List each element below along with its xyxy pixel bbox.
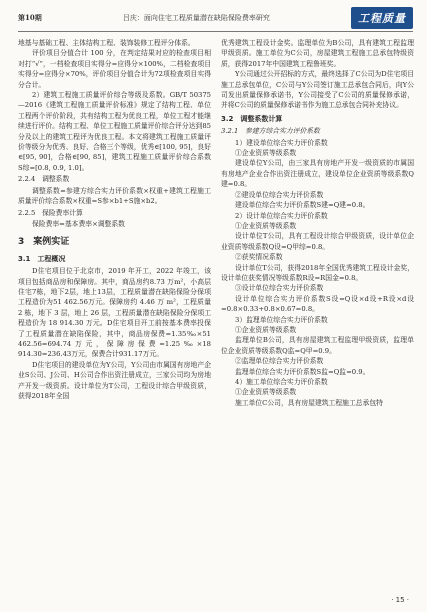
- paragraph: 设计单位T公司，获得2018年全国优秀建筑工程设计金奖，设计单位获奖情况等级系数R设=R国金=0.8。: [221, 263, 414, 282]
- right-column: [221, 38, 414, 408]
- paragraph: ③设计单位综合实力评价系数: [235, 284, 324, 293]
- journal-logo: 工程质量: [351, 7, 413, 29]
- header-rule: [18, 31, 413, 32]
- paragraph: 2）建筑工程施工质量评价综合等级及系数。GB/T 50375—2016《建筑工程施工质量评价标准》规定了结构工程、单位工程两个评价阶段，共有结构工程为优良工程，单位工程才能继续进行评价。结构工程、单位工程施工质量评价综合评分达到85分及以上的建筑工程评为优良工程。本文将建筑工程施工质量评价等级分为优秀、良好、合格三个等级，优秀∈[100, 95]，良好∈[95, 90]，合格∈[90, 85]，建筑工程施工质量评价综合系数 S综=[0.8, 0.9, 1.0]。: [18, 91, 211, 172]
- paragraph: ①企业资质等级系数: [235, 221, 297, 230]
- paragraph: 建设单位综合实力评价系数S建=Q建=0.8。: [235, 201, 370, 210]
- paragraph: 地基与基础工程、主体结构工程、装饰装修工程评分体系。: [18, 39, 195, 47]
- paragraph: ②获奖情况系数: [235, 253, 283, 262]
- paragraph: 保险费率=基本费率×调整系数: [32, 219, 125, 228]
- paragraph: ②监理单位综合实力评价系数: [235, 357, 324, 366]
- paragraph: 调整系数=参建方综合实力评价系数×权重+建筑工程施工质量评价综合系数×权重=S参×b1+S施×b2。: [18, 186, 211, 206]
- subsection-heading: 3.2 调整系数计算: [221, 114, 283, 123]
- paragraph: 1）建设单位综合实力评价系数: [235, 138, 328, 147]
- paragraph: 监理单位B公司，具有房屋建筑工程监理甲级资质，监理单位企业资质等级系数Q监=Q甲=0.9。: [221, 336, 414, 355]
- paragraph: D住宅项目位于北京市，2019 年开工，2022 年竣工，该项目包括商品房和保障房。其中，商品房约8.73 万m²，小高层住宅7栋，地下2层，地上13层，工程质量潜在缺陷保险分保项工程造价为51 462.56万元。保障房约 4.46 万 m²，工程质量 2 栋，地下 3 层，地上 26 层，工程质量潜在缺陷保险分保项工程造价为 18 914.30 万元。D住宅项目开工前按基本费率投保了工程质量潜在缺陷保险，其中，商品房保费=1.35‰×51 462.56=694.74万元，保障房保费=1.25‰×18 914.30=236.43万元，保费合计931.17万元。: [18, 267, 211, 359]
- subsubsection-heading: 2.2.5 保险费率计算: [18, 208, 83, 217]
- paragraph: ①企业资质等级系数: [235, 149, 297, 158]
- subsubsection-heading: 3.2.1 参建方综合实力评价系数: [221, 127, 320, 136]
- page-header: [18, 6, 413, 30]
- issue-number: 第10期: [18, 13, 42, 22]
- paragraph: 4）施工单位综合实力评价系数: [235, 378, 328, 386]
- paragraph: 3）监理单位综合实力评价系数: [235, 315, 328, 324]
- running-title: 吕庆：面向住宅工程质量潜在缺陷保险费率研究: [122, 14, 270, 22]
- paragraph: Y公司通过公开招标的方式，最终选择了C公司为D住宅项目施工总承包单位，C公司与Y公司签订施工总承包合同后，向Y公司发出质量保修承诺书，Y公司接受了C公司的质量保修承诺，并将C公司的质量保修承诺书作为施工总承包合同补充协议。: [221, 70, 414, 110]
- paragraph: 设计单位综合实力评价系数S设=Q设×d设+R设×d设=0.8×0.33+0.8×0.67=0.8。: [221, 294, 414, 314]
- paragraph: 建设单位Y公司，由三家具有房地产开发一级资质的市属国有房地产企业合作出资注册成立，建设单位企业资质等级系数Q建=0.8。: [221, 159, 414, 189]
- section-heading: 3 案例实证: [18, 237, 70, 248]
- subsection-heading: 3.1 工程概况: [18, 254, 66, 263]
- paragraph: 施工单位C公司，具有房屋建筑工程施工总承包特: [235, 398, 383, 407]
- paragraph: 设计单位T公司，具有工程设计综合甲级资质，设计单位企业资质等级系数Q设=Q甲综=0.8。: [221, 232, 414, 251]
- paragraph: 监理单位综合实力评价系数S监=Q监=0.9。: [235, 367, 370, 376]
- left-column: [18, 38, 211, 401]
- paragraph: ①企业资质等级系数: [235, 388, 297, 397]
- paragraph: 评价项目分值合计 100 分，在判定结果对应的检查项目相对打“√”，一档检查项目实得分=应得分×100%，二档检查项目实得分=应得分×70%，评价项目分值合计为72项检查项目实得分合计。: [18, 49, 211, 89]
- paragraph: ①企业资质等级系数: [235, 325, 297, 334]
- paragraph: 优秀建筑工程设计金奖。监理单位为B公司，具有建筑工程监理甲级资质。施工单位为C公司，房屋建筑工程施工总承包特级资质，获得2017年中国建筑工程鲁班奖。: [221, 39, 414, 68]
- subsubsection-heading: 2.2.4 调整系数: [18, 175, 70, 184]
- paragraph: D住宅项目的建设单位为Y公司，Y公司由市属国有房地产企业S公司、J公司、H公司合作出资注册成立，三家公司均为房地产开发一级资质。设计单位为T公司，工程设计综合甲级资质，获得2018年全国: [18, 360, 211, 400]
- paragraph: ②建设单位综合实力评价系数: [235, 190, 324, 199]
- paragraph: 2）设计单位综合实力评价系数: [235, 211, 328, 220]
- page-number: · 15 ·: [391, 596, 409, 604]
